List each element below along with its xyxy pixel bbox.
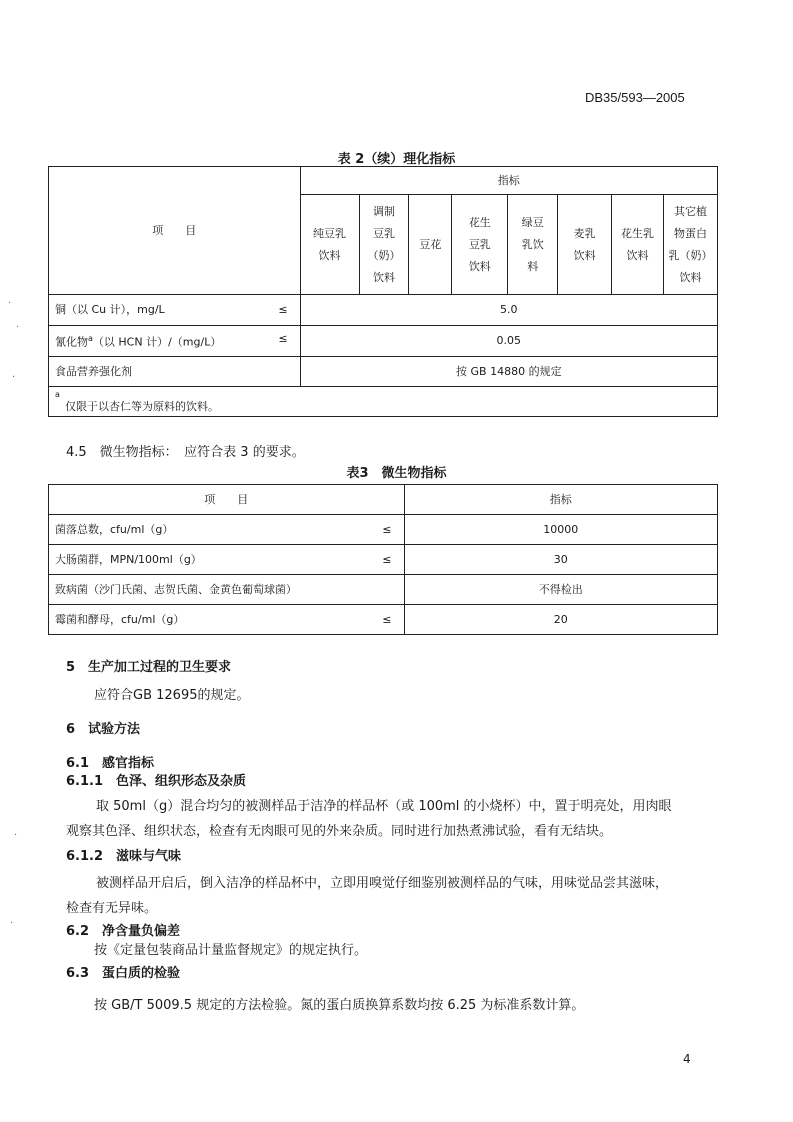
section-6-1-1-body: 取 50ml（g）混合均匀的被测样品于洁净的样品杯（或 100ml 的小烧杯）中，置于明亮处，用肉眼 xyxy=(96,799,672,814)
table-row xyxy=(49,357,718,387)
document-code: DB35/593—2005 xyxy=(585,90,685,105)
row-value: 不得检出 xyxy=(404,575,718,605)
section-6-title: 6 试验方法 xyxy=(66,722,141,737)
table3-item-header: 项 目 xyxy=(49,485,405,515)
section-6-3-body: 按 GB/T 5009.5 规定的方法检验。氮的蛋白质换算系数均按 6.25 为标准系数计算。 xyxy=(94,998,585,1013)
le-sign: ≤ xyxy=(382,552,392,566)
section-6-1-2: 6.1.2 滋味与气味 xyxy=(66,849,182,864)
table-row xyxy=(49,295,718,326)
column-header: 豆花 xyxy=(409,195,452,295)
column-header: 绿豆 乳饮 料 xyxy=(508,195,558,295)
scan-speck: · xyxy=(12,372,16,383)
section-6-2-body: 按《定量包装商品计量监督规定》的规定执行。 xyxy=(94,943,368,958)
row-item: 霉菌和酵母，cfu/ml（g） xyxy=(55,612,185,626)
column-header: 花生乳 饮料 xyxy=(612,195,664,295)
section-6-1-1: 6.1.1 色泽、组织形态及杂质 xyxy=(66,774,247,789)
table3-indicator-header: 指标 xyxy=(404,485,718,515)
scan-speck: · xyxy=(10,918,14,929)
table2-item-header: 项 目 xyxy=(49,167,301,295)
table3-caption: 表3 微生物指标 xyxy=(346,466,447,481)
section-6-1-2-body-cont: 检查有无异味。 xyxy=(66,901,158,916)
table2 xyxy=(48,166,718,417)
row-item: 氰化物$^a$（以 HCN 计）/（mg/L） xyxy=(55,334,222,349)
le-sign: ≤ xyxy=(382,522,392,536)
table-row xyxy=(49,515,718,545)
row-value: 30 xyxy=(404,545,718,575)
row-value: 10000 xyxy=(404,515,718,545)
section-6-1-2-body: 被测样品开启后，倒入洁净的样品杯中，立即用嗅觉仔细鉴别被测样品的气味，用味觉品尝其滋味， xyxy=(96,876,669,891)
section-4-5: 4.5 微生物指标： 应符合表 3 的要求。 xyxy=(66,445,305,460)
page-number: 4 xyxy=(683,1052,691,1066)
row-value: 5.0 xyxy=(300,295,717,326)
row-value: 20 xyxy=(404,605,718,635)
column-header: 调制 豆乳 （奶） 饮料 xyxy=(359,195,409,295)
section-6-1-1-body-cont: 观察其色泽、组织状态，检查有无肉眼可见的外来杂质。同时进行加热煮沸试验，看有无结块。 xyxy=(66,824,613,839)
le-sign: ≤ xyxy=(278,303,288,316)
column-header: 麦乳 饮料 xyxy=(558,195,612,295)
table-row xyxy=(49,605,718,635)
row-item: 铜（以 Cu 计），mg/L xyxy=(55,303,165,316)
table2-caption: 表 2（续）理化指标 xyxy=(337,152,456,167)
section-6-2: 6.2 净含量负偏差 xyxy=(66,924,181,939)
table-row xyxy=(49,326,718,357)
row-item: 大肠菌群，MPN/100ml（g） xyxy=(55,552,202,566)
table-row xyxy=(49,545,718,575)
column-header: 其它植 物蛋白 乳（奶） 饮料 xyxy=(663,195,717,295)
le-sign: ≤ xyxy=(382,612,392,626)
row-item: 菌落总数，cfu/ml（g） xyxy=(55,522,174,536)
table3 xyxy=(48,484,718,635)
scan-speck: · xyxy=(8,298,12,309)
le-sign: ≤ xyxy=(278,332,288,346)
scan-speck: · xyxy=(16,322,20,333)
row-value: 按 GB 14880 的规定 xyxy=(300,357,717,387)
column-header: 花生 豆乳 饮料 xyxy=(452,195,508,295)
table2-indicator-header: 指标 xyxy=(300,167,717,195)
table-row xyxy=(49,575,718,605)
row-item: 致病菌（沙门氏菌、志贺氏菌、金黄色葡萄球菌） xyxy=(49,575,405,605)
table-footnote-row xyxy=(49,387,718,417)
footnote-text: 仅限于以杏仁等为原料的饮料。 xyxy=(65,399,219,413)
row-item: 食品营养强化剂 xyxy=(49,357,301,387)
section-6-3: 6.3 蛋白质的检验 xyxy=(66,966,181,981)
column-header: 纯豆乳 饮料 xyxy=(300,195,359,295)
row-value: 0.05 xyxy=(300,326,717,357)
footnote-mark: a xyxy=(55,389,60,399)
section-6-1: 6.1 感官指标 xyxy=(66,756,155,771)
scan-speck: · xyxy=(14,830,18,841)
section-5-title: 5 生产加工过程的卫生要求 xyxy=(66,660,232,675)
section-5-body: 应符合GB 12695的规定。 xyxy=(94,688,250,703)
